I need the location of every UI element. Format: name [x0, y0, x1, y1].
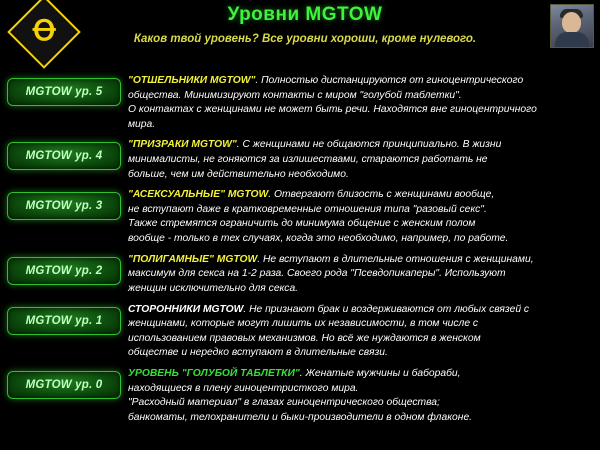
level-badge-cell: [0, 182, 128, 220]
level-description: [128, 132, 594, 182]
level-title: "АСЕКСУАЛЬНЫЕ" MGTOW: [128, 189, 269, 201]
level-description-line: максимум для секса на 1-2 раза. Своего рода "Псевдопикаперы". Используют: [128, 268, 506, 280]
level-description-line: [128, 253, 590, 268]
level-badge: MGTOW ур. 4: [7, 142, 121, 170]
level-description-line: вообще - только в тех случаях, когда это необходимо, например, по работе.: [128, 233, 509, 245]
level-description-line: общества. Минимизируют контакты с миром "голубой таблетки".: [128, 89, 462, 101]
level-description-line: женщин исключительно для секса.: [128, 282, 299, 294]
level-description-line: О контактах с женщинами не может быть речи. Находятся вне гиноцентричного: [128, 104, 537, 116]
level-description-text: . Женатые мужчины и бабораби,: [299, 367, 461, 379]
level-description-line: [128, 367, 590, 382]
level-description-line: больше, чем им действительно необходимо.: [128, 168, 349, 180]
level-badge: MGTOW ур. 1: [7, 307, 121, 335]
level-row: [0, 182, 600, 246]
level-row: [0, 297, 600, 361]
level-row: [0, 68, 600, 132]
level-badge: MGTOW ур. 3: [7, 192, 121, 220]
level-description: [128, 182, 594, 246]
title-block: [90, 4, 520, 48]
level-title: СТОРОННИКИ MGTOW: [128, 303, 244, 315]
level-row: [0, 247, 600, 297]
level-badge: MGTOW ур. 2: [7, 257, 121, 285]
header: [0, 0, 600, 68]
level-badge-cell: [0, 297, 128, 335]
level-description-line: банкоматы, телохранители и быки-производители в одном флаконе.: [128, 411, 473, 423]
mgtow-diamond-logo-icon: [7, 0, 81, 69]
level-title: "ОТШЕЛЬНИКИ MGTOW": [128, 75, 256, 86]
level-description: [128, 68, 594, 132]
level-badge-cell: [0, 68, 128, 106]
level-description-line: не вступают даже в кратковременные отношения типа "разовый секс".: [128, 203, 487, 215]
level-description-line: [128, 303, 590, 318]
level-description-line: обществе и нередко вступают в длительные связи.: [128, 347, 388, 359]
avatar-face: [562, 12, 581, 33]
level-description: [128, 247, 594, 297]
level-description: [128, 361, 594, 425]
level-description-line: Также стремятся ограничить до минимума общение с женским полом: [128, 218, 476, 230]
level-title: "ПРИЗРАКИ MGTOW": [128, 139, 237, 151]
logo-glyph: Ꝋ: [32, 16, 56, 47]
level-description-line: [128, 188, 590, 203]
avatar-body: [555, 32, 589, 48]
level-title: "ПОЛИГАМНЫЕ" MGTOW: [128, 253, 258, 265]
level-description-line: мира.: [128, 118, 156, 130]
level-row: [0, 132, 600, 182]
author-avatar: [550, 4, 594, 48]
level-description-line: использованием правовых механизмов. Но всё же нуждаются в женском: [128, 332, 481, 344]
level-description-line: минималисты, не гоняются за излишествами, стараются работать не: [128, 154, 488, 166]
level-description-line: [128, 74, 590, 89]
level-badge-cell: [0, 132, 128, 170]
level-description: [128, 297, 594, 361]
level-description-line: находящиеся в плену гиноцентристкого мира.: [128, 382, 359, 394]
level-description-line: женщинами, которые могут лишить их независимости, в том числе с: [128, 318, 479, 330]
level-description-text: . Не вступают в длительные отношения с женщинами,: [257, 253, 534, 265]
level-description-text: . Полностью дистанцируются от гиноцентрического: [255, 75, 524, 86]
page-title: Уровни MGTOW: [227, 4, 383, 25]
level-description-text: . Не признают брак и воздерживаются от любых связей с: [243, 303, 530, 315]
page-subtitle: Каков твой уровень? Все уровни хороши, кроме нулевого.: [133, 33, 477, 45]
level-badge-cell: [0, 361, 128, 399]
level-badge-cell: [0, 247, 128, 285]
level-description-line: [128, 138, 590, 153]
level-row: [0, 361, 600, 425]
level-description-text: . С женщинами не общаются принципиально. В жизни: [236, 139, 502, 151]
level-badge: MGTOW ур. 0: [7, 371, 121, 399]
level-title: УРОВЕНЬ "ГОЛУБОЙ ТАБЛЕТКИ": [128, 367, 300, 379]
level-description-line: "Расходный материал" в глазах гиноцентрического общества;: [128, 397, 440, 409]
level-badge: MGTOW ур. 5: [7, 78, 121, 106]
levels-list: [0, 68, 600, 425]
level-description-text: . Отвергают близость с женщинами вообще,: [268, 189, 495, 201]
